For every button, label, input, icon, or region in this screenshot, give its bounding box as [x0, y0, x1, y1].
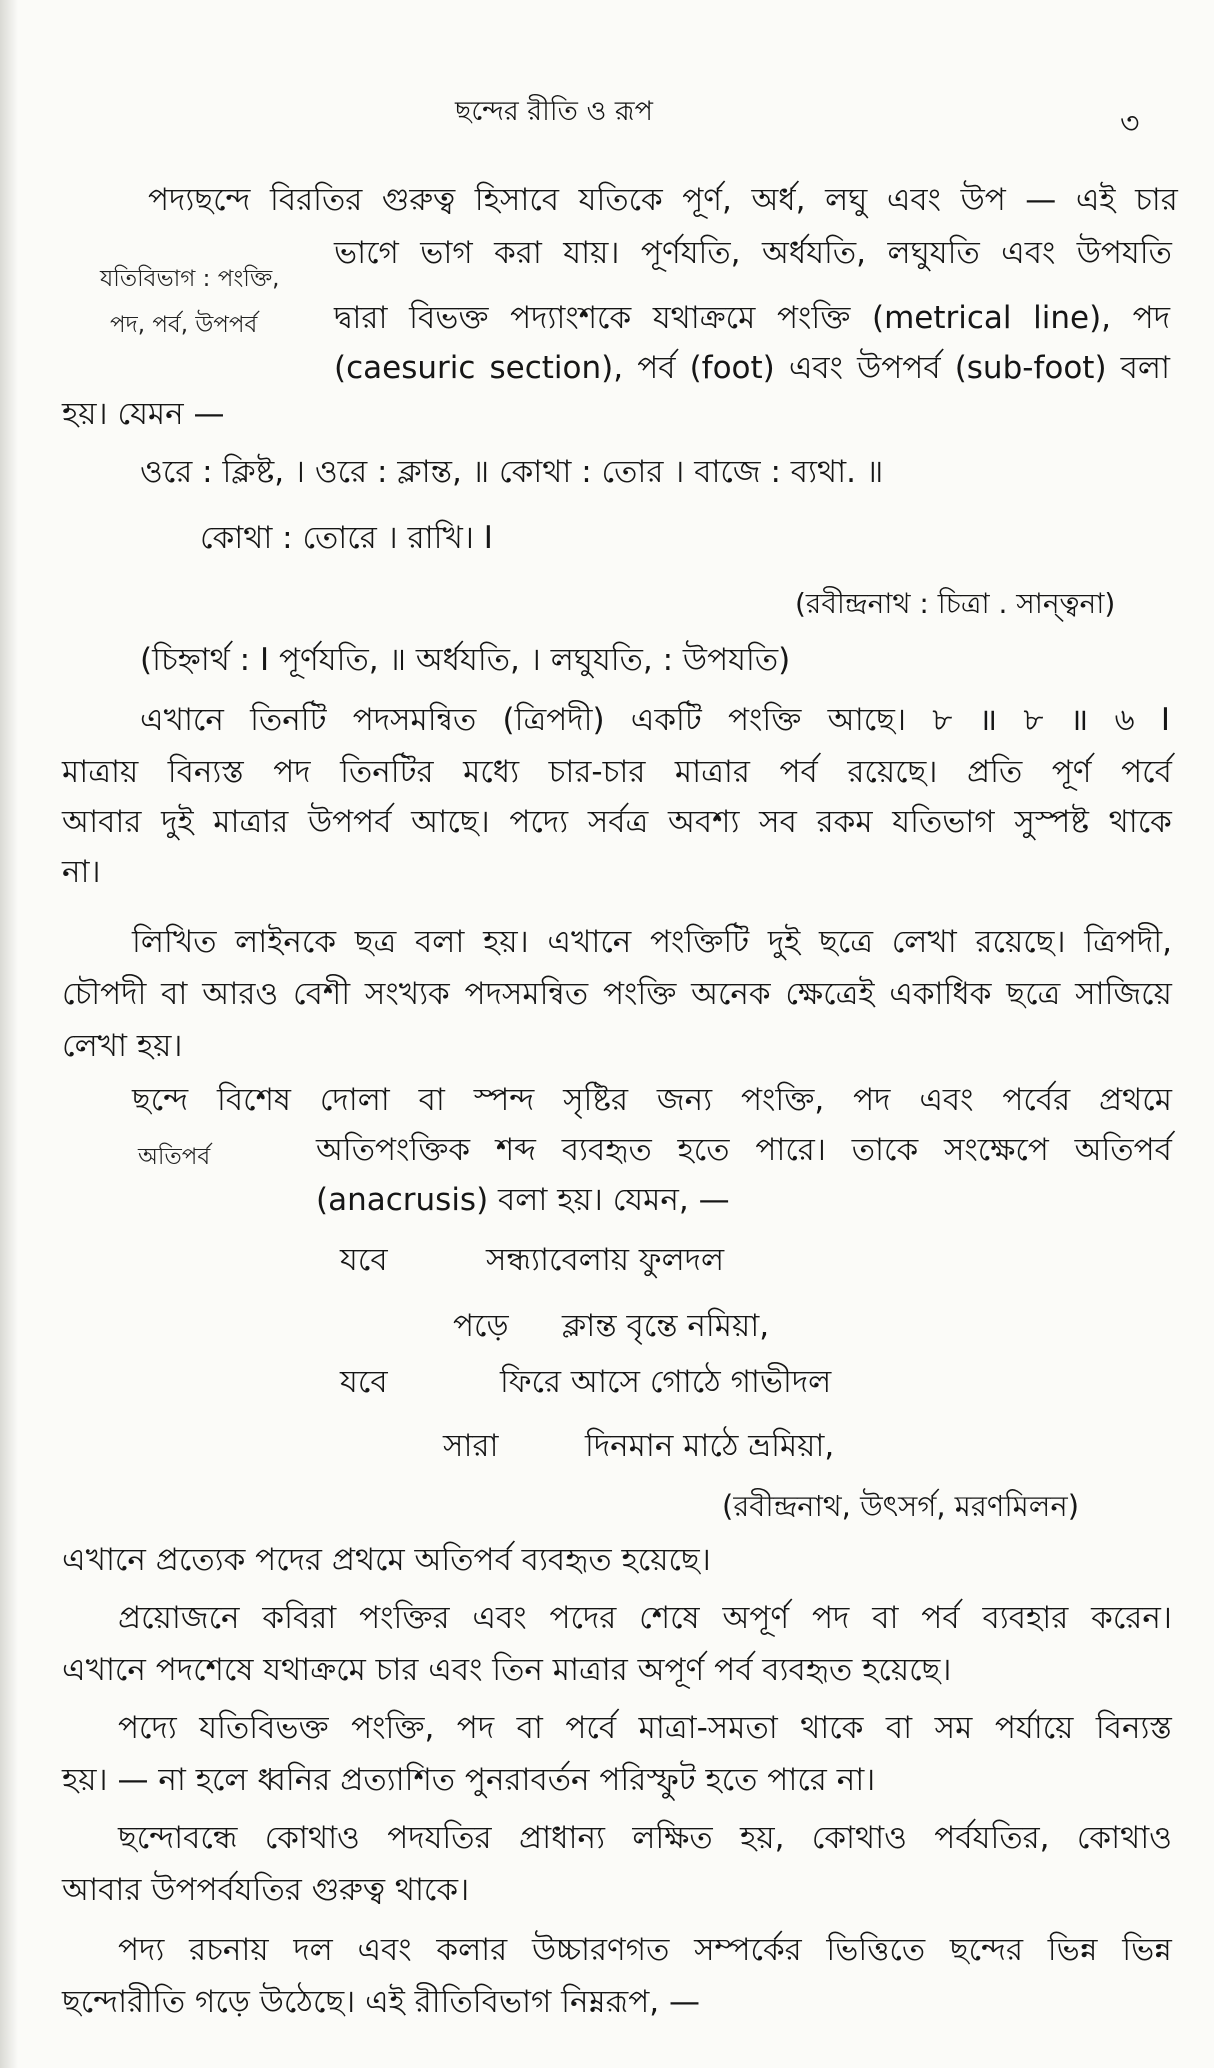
symbol-legend: (চিহ্নার্থ : I পূর্ণযতি, ॥ অর্ধযতি, । লঘুযতি, : উপযতি) [140, 642, 791, 678]
para6-line1: প্রয়োজনে কবিরা পংক্তির এবং পদের শেষে অপূর্ণ পদ বা পর্ব ব্যবহার করেন। [118, 1600, 1172, 1636]
para1-line1: পদ্যছন্দে বিরতির গুরুত্ব হিসাবে যতিকে পূর্ণ, অর্ধ, লঘু এবং উপ — এই চার [148, 182, 1178, 218]
para1-line4: (caesuric section), পর্ব (foot) এবং উপপর্ব (sub-foot) বলা [334, 350, 1170, 386]
para5-line1: এখানে প্রত্যেক পদের প্রথমে অতিপর্ব ব্যবহৃত হয়েছে। [62, 1542, 711, 1578]
page-gutter-shadow [0, 0, 18, 2068]
para1-line2: ভাগে ভাগ করা যায়। পূর্ণযতি, অর্ধযতি, লঘুযতি এবং উপযতি [334, 235, 1172, 271]
poem-line: দিনমান মাঠে ভ্রমিয়া, [585, 1428, 835, 1464]
poem-line: সন্ধ্যাবেলায় ফুলদল [486, 1242, 725, 1278]
poem-anacrusis: যবে [340, 1242, 388, 1278]
example-source: (রবীন্দ্রনাথ : চিত্রা . সান্ত্বনা) [795, 587, 1116, 620]
para2-line2: মাত্রায় বিন্যস্ত পদ তিনটির মধ্যে চার-চার মাত্রার পর্ব রয়েছে। প্রতি পূর্ণ পর্বে [62, 754, 1172, 790]
para6-line2: এখানে পদশেষে যথাক্রমে চার এবং তিন মাত্রার অপূর্ণ পর্ব ব্যবহৃত হয়েছে। [62, 1652, 952, 1688]
para7-line2: হয়। — না হলে ধ্বনির প্রত্যাশিত পুনরাবর্তন পরিস্ফুট হতে পারে না। [62, 1762, 876, 1798]
para4-line2: অতিপংক্তিক শব্দ ব্যবহৃত হতে পারে। তাকে সংক্ষেপে অতিপর্ব [316, 1132, 1172, 1168]
example-verse-line1: ওরে : ক্লিষ্ট, । ওরে : ক্লান্ত, ॥ কোথা : তোর । বাজে : ব্যথা. ॥ [140, 454, 884, 490]
para8-line1: ছন্দোবন্ধে কোথাও পদযতির প্রাধান্য লক্ষিত হয়, কোথাও পর্বযতির, কোথাও [118, 1820, 1172, 1856]
para3-line2: চৌপদী বা আরও বেশী সংখ্যক পদসমন্বিত পংক্তি অনেক ক্ষেত্রেই একাধিক ছত্রে সাজিয়ে [62, 976, 1172, 1012]
sidenote-atiparva: অতিপর্ব [138, 1144, 211, 1170]
para3-line1: লিখিত লাইনকে ছত্র বলা হয়। এখানে পংক্তিটি দুই ছত্রে লেখা রয়েছে। ত্রিপদী, [132, 924, 1172, 960]
poem-anacrusis: যবে [340, 1364, 388, 1400]
poem-source: (রবীন্দ্রনাথ, উৎসর্গ, মরণমিলন) [722, 1489, 1080, 1523]
sidenote-yati-1: যতিবিভাগ : পংক্তি, [100, 266, 280, 292]
poem-line: ফিরে আসে গোঠে গাভীদল [500, 1364, 832, 1400]
para4-line1: ছন্দে বিশেষ দোলা বা স্পন্দ সৃষ্টির জন্য পংক্তি, পদ এবং পর্বের প্রথমে [132, 1082, 1172, 1118]
para7-line1: পদ্যে যতিবিভক্ত পংক্তি, পদ বা পর্বে মাত্রা-সমতা থাকে বা সম পর্যায়ে বিন্যস্ত [118, 1710, 1172, 1746]
para9-line1: পদ্য রচনায় দল এবং কলার উচ্চারণগত সম্পর্কের ভিত্তিতে ছন্দের ভিন্ন ভিন্ন [118, 1932, 1172, 1968]
poem-anacrusis: পড়ে [453, 1308, 509, 1344]
para9-line2: ছন্দোরীতি গড়ে উঠেছে। এই রীতিবিভাগ নিম্নরূপ, — [62, 1984, 700, 2020]
para1-line5: হয়। যেমন — [62, 396, 225, 432]
page-number: ৩ [1120, 106, 1140, 141]
para3-line3: লেখা হয়। [62, 1028, 183, 1064]
para1-line3: দ্বারা বিভক্ত পদ্যাংশকে যথাক্রমে পংক্তি (metrical line), পদ [334, 300, 1170, 336]
para2-line4: না। [62, 854, 101, 890]
example-verse-line2: কোথা : তোরে । রাখি। I [200, 520, 493, 556]
para2-line1: এখানে তিনটি পদসমন্বিত (ত্রিপদী) একটি পংক্তি আছে। ৮ ॥ ৮ ॥ ৬ I [140, 702, 1170, 738]
running-header: ছন্দের রীতি ও রূপ [455, 96, 653, 127]
sidenote-yati-2: পদ, পর্ব, উপপর্ব [110, 312, 258, 338]
poem-anacrusis: সারা [443, 1428, 499, 1464]
poem-line: ক্লান্ত বৃন্তে নমিয়া, [562, 1308, 770, 1344]
para8-line2: আবার উপপর্বযতির গুরুত্ব থাকে। [62, 1872, 470, 1908]
para4-line3: (anacrusis) বলা হয়। যেমন, — [316, 1182, 730, 1218]
para2-line3: আবার দুই মাত্রার উপপর্ব আছে। পদ্যে সর্বত্র অবশ্য সব রকম যতিভাগ সুস্পষ্ট থাকে [62, 804, 1172, 840]
